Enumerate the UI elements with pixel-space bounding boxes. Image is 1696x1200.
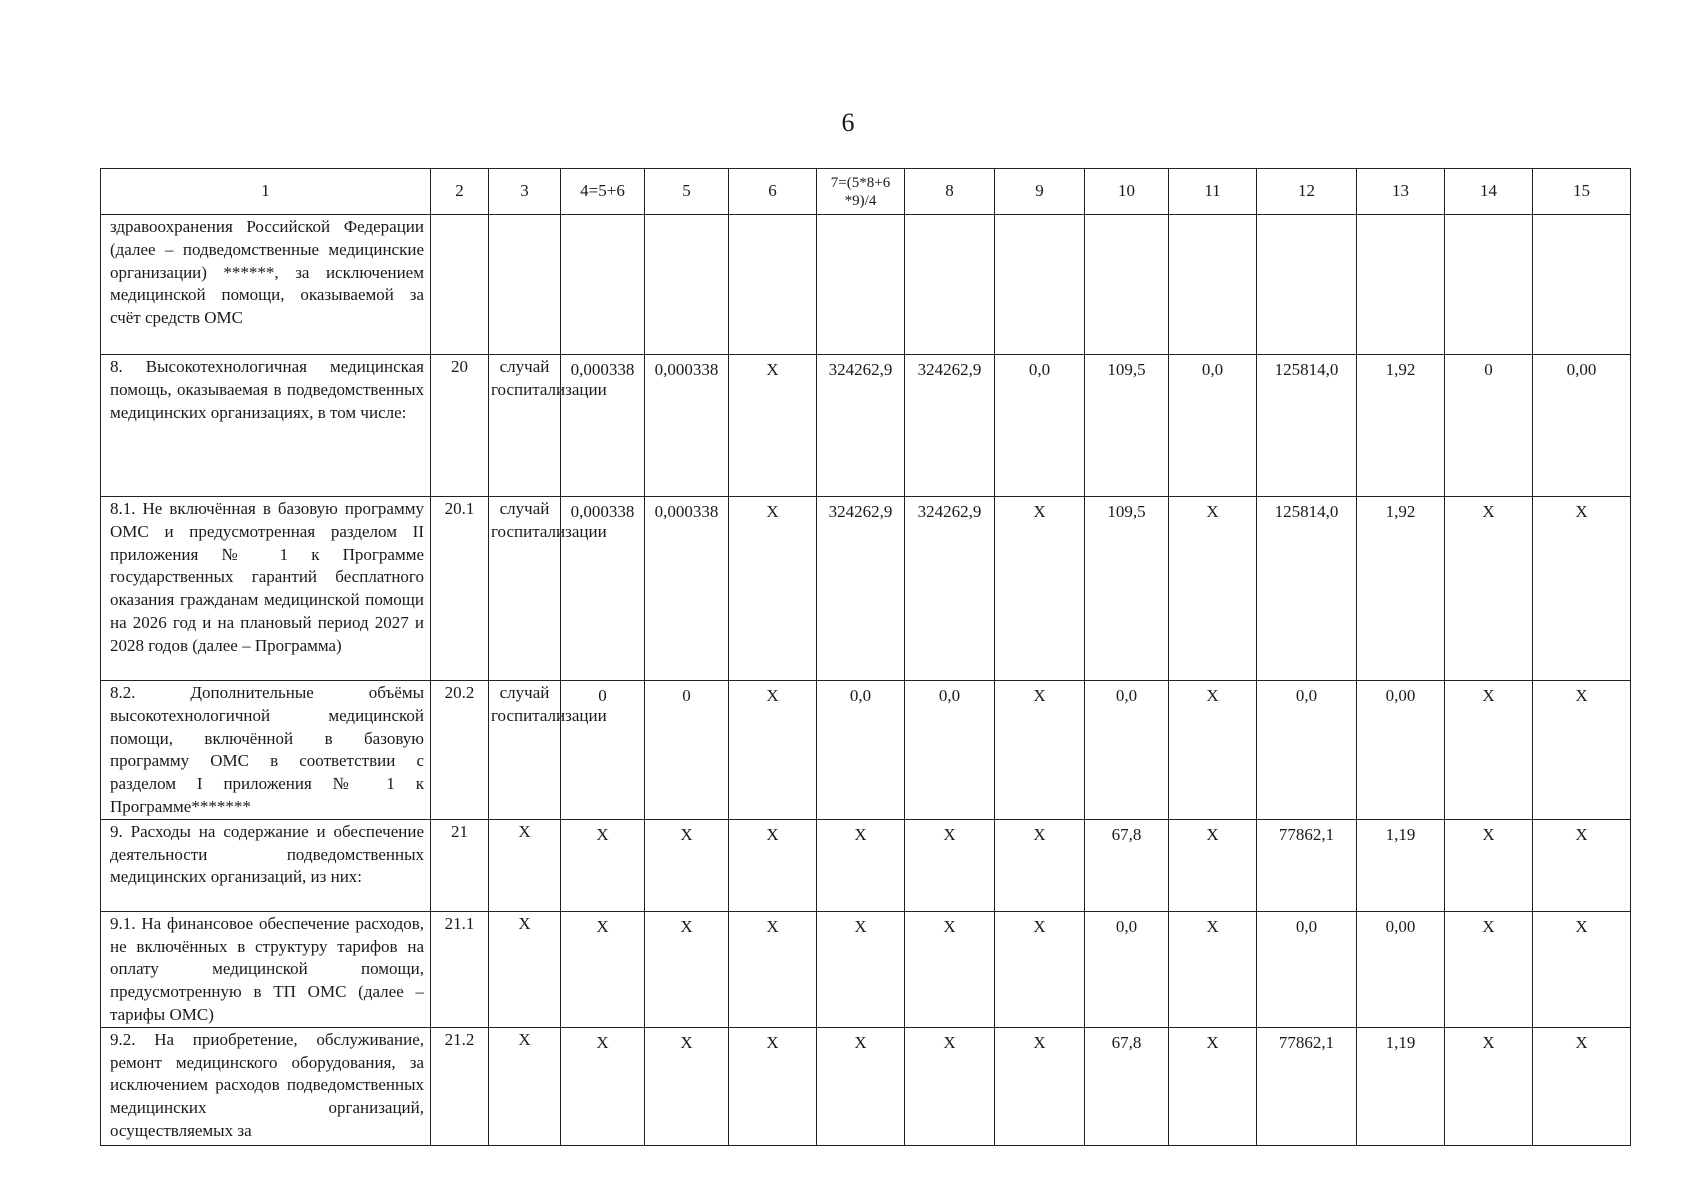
unit-cell: случай госпитализации — [489, 355, 561, 497]
value-cell: 0,000338 — [561, 497, 645, 681]
value-cell: X — [817, 819, 905, 911]
row-code: 21 — [431, 819, 489, 911]
value-cell — [1169, 215, 1257, 355]
col-header: 2 — [431, 169, 489, 215]
value-cell: X — [561, 819, 645, 911]
value-cell: 1,92 — [1357, 497, 1445, 681]
value-cell: X — [1445, 911, 1533, 1027]
unit-cell: X — [489, 1027, 561, 1145]
value-cell — [1257, 215, 1357, 355]
value-cell: 0,00 — [1533, 355, 1631, 497]
row-description: 9. Расходы на содержание и обеспечение деятельности подведомственных медицинских организаций, из них: — [101, 819, 431, 911]
value-cell: 109,5 — [1085, 355, 1169, 497]
table-row — [101, 911, 1631, 1027]
value-cell: X — [1533, 681, 1631, 820]
value-cell: X — [817, 911, 905, 1027]
col-header: 12 — [1257, 169, 1357, 215]
value-cell: 0,0 — [905, 681, 995, 820]
col-header: 5 — [645, 169, 729, 215]
col-header: 9 — [995, 169, 1085, 215]
value-cell: X — [729, 819, 817, 911]
value-cell: X — [1169, 497, 1257, 681]
value-cell: X — [1169, 1027, 1257, 1145]
row-code: 20.1 — [431, 497, 489, 681]
value-cell: 0,0 — [1085, 681, 1169, 820]
value-cell — [561, 215, 645, 355]
value-cell: 67,8 — [1085, 819, 1169, 911]
value-cell: X — [995, 911, 1085, 1027]
value-cell: X — [995, 1027, 1085, 1145]
value-cell — [995, 215, 1085, 355]
value-cell — [1085, 215, 1169, 355]
col-header: 15 — [1533, 169, 1631, 215]
value-cell: 125814,0 — [1257, 497, 1357, 681]
row-code: 20 — [431, 355, 489, 497]
col-header: 13 — [1357, 169, 1445, 215]
value-cell: 1,19 — [1357, 819, 1445, 911]
value-cell: 0,0 — [1257, 911, 1357, 1027]
value-cell: X — [1169, 911, 1257, 1027]
value-cell: X — [995, 819, 1085, 911]
value-cell: X — [729, 497, 817, 681]
value-cell: 0,0 — [1257, 681, 1357, 820]
table-row — [101, 355, 1631, 497]
value-cell — [645, 215, 729, 355]
value-cell: X — [645, 819, 729, 911]
value-cell: X — [1533, 819, 1631, 911]
value-cell: X — [1445, 681, 1533, 820]
col-header: 8 — [905, 169, 995, 215]
value-cell: 0,00 — [1357, 911, 1445, 1027]
value-cell — [1445, 215, 1533, 355]
table-row — [101, 819, 1631, 911]
value-cell: X — [905, 1027, 995, 1145]
value-cell: X — [645, 911, 729, 1027]
value-cell: 77862,1 — [1257, 1027, 1357, 1145]
value-cell — [1357, 215, 1445, 355]
value-cell — [1533, 215, 1631, 355]
value-cell: X — [995, 497, 1085, 681]
unit-cell: X — [489, 819, 561, 911]
value-cell: X — [729, 355, 817, 497]
value-cell — [817, 215, 905, 355]
value-cell: 324262,9 — [905, 355, 995, 497]
value-cell: X — [561, 911, 645, 1027]
col-header: 1 — [101, 169, 431, 215]
value-cell: 0 — [645, 681, 729, 820]
row-description: 9.2. На приобретение, обслуживание, ремонт медицинского оборудования, за исключением расходов подведомственных медицинских организаций, осуществляемых за — [101, 1027, 431, 1145]
value-cell: 324262,9 — [817, 497, 905, 681]
value-cell: X — [1533, 1027, 1631, 1145]
page-number: 6 — [841, 108, 855, 137]
row-description: 8.1. Не включённая в базовую программу ОМС и предусмотренная разделом II приложения № 1 к Программе государственных гарантий бесплатного оказания гражданам медицинской помощи на 2026 год и на плановый период 2027 и 2028 годов (далее – Программа) — [101, 497, 431, 681]
value-cell: 324262,9 — [905, 497, 995, 681]
unit-cell — [489, 215, 561, 355]
header-row — [101, 169, 1631, 215]
value-cell: X — [995, 681, 1085, 820]
table-row — [101, 215, 1631, 355]
value-cell: 324262,9 — [817, 355, 905, 497]
row-description: 8. Высокотехнологичная медицинская помощь, оказываемая в подведомственных медицинских организациях, в том числе: — [101, 355, 431, 497]
row-code: 21.1 — [431, 911, 489, 1027]
table-row — [101, 497, 1631, 681]
row-description: 9.1. На финансовое обеспечение расходов, не включённых в структуру тарифов на оплату медицинской помощи, предусмотренную в ТП ОМС (далее – тарифы ОМС) — [101, 911, 431, 1027]
value-cell: 0 — [561, 681, 645, 820]
row-code: 20.2 — [431, 681, 489, 820]
table-row — [101, 681, 1631, 820]
value-cell: 0,0 — [995, 355, 1085, 497]
table-row — [101, 1027, 1631, 1145]
value-cell: X — [645, 1027, 729, 1145]
value-cell: 125814,0 — [1257, 355, 1357, 497]
budget-table — [100, 168, 1631, 1146]
value-cell: X — [729, 911, 817, 1027]
col-header: 7=(5*8+6 *9)/4 — [817, 169, 905, 215]
value-cell — [729, 215, 817, 355]
value-cell: 0,000338 — [645, 355, 729, 497]
unit-cell: X — [489, 911, 561, 1027]
value-cell: X — [729, 681, 817, 820]
value-cell: 77862,1 — [1257, 819, 1357, 911]
value-cell: 0 — [1445, 355, 1533, 497]
col-header: 3 — [489, 169, 561, 215]
row-description: здравоохранения Российской Федерации (далее – подведомственные медицинские организации) ******, за исключением медицинской помощи, оказываемой за счёт средств ОМС — [101, 215, 431, 355]
value-cell: 0,0 — [1169, 355, 1257, 497]
value-cell: X — [1445, 819, 1533, 911]
value-cell: 0,000338 — [561, 355, 645, 497]
value-cell — [905, 215, 995, 355]
value-cell: X — [905, 819, 995, 911]
col-header: 11 — [1169, 169, 1257, 215]
value-cell: 1,92 — [1357, 355, 1445, 497]
value-cell: 0,00 — [1357, 681, 1445, 820]
col-header: 4=5+6 — [561, 169, 645, 215]
row-description: 8.2. Дополнительные объёмы высокотехнологичной медицинской помощи, включённой в базовую программу ОМС в соответствии с разделом I приложения № 1 к Программе******* — [101, 681, 431, 820]
row-code — [431, 215, 489, 355]
row-code: 21.2 — [431, 1027, 489, 1145]
unit-cell: случай госпитализации — [489, 497, 561, 681]
value-cell: 0,000338 — [645, 497, 729, 681]
value-cell: X — [1445, 1027, 1533, 1145]
value-cell: 0,0 — [817, 681, 905, 820]
value-cell: X — [905, 911, 995, 1027]
value-cell: X — [1169, 681, 1257, 820]
value-cell: 1,19 — [1357, 1027, 1445, 1145]
col-header: 14 — [1445, 169, 1533, 215]
value-cell: X — [729, 1027, 817, 1145]
value-cell: X — [561, 1027, 645, 1145]
value-cell: 67,8 — [1085, 1027, 1169, 1145]
unit-cell: случай госпитализации — [489, 681, 561, 820]
col-header: 6 — [729, 169, 817, 215]
value-cell: X — [1533, 911, 1631, 1027]
value-cell: 0,0 — [1085, 911, 1169, 1027]
value-cell: X — [1533, 497, 1631, 681]
value-cell: X — [817, 1027, 905, 1145]
value-cell: 109,5 — [1085, 497, 1169, 681]
value-cell: X — [1169, 819, 1257, 911]
col-header: 10 — [1085, 169, 1169, 215]
value-cell: X — [1445, 497, 1533, 681]
